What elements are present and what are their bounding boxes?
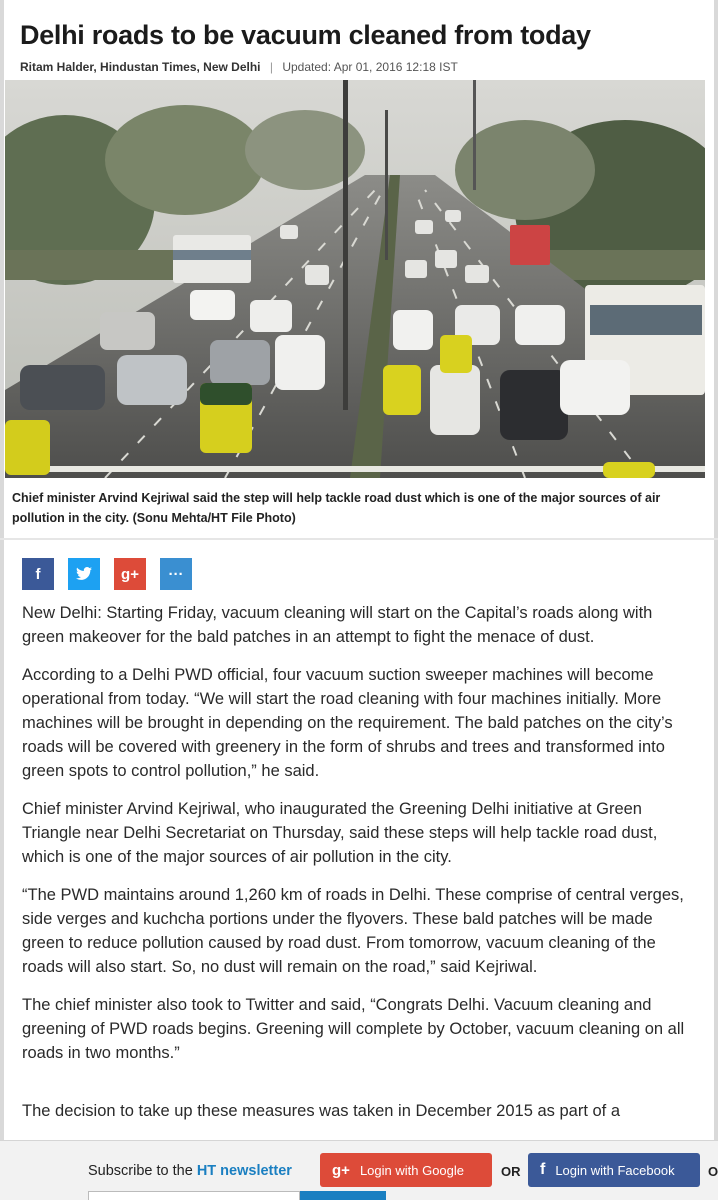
- or-separator-cut: O: [708, 1164, 718, 1179]
- login-google-button[interactable]: [320, 1153, 492, 1187]
- newsletter-brand: HT newsletter: [196, 1163, 292, 1179]
- login-facebook-button[interactable]: [528, 1153, 700, 1187]
- author[interactable]: Ritam Halder, Hindustan Times, New Delhi: [20, 60, 261, 74]
- facebook-icon: f: [35, 565, 41, 583]
- login-facebook-label: Login with Facebook: [555, 1162, 675, 1178]
- byline-separator: |: [269, 60, 273, 74]
- share-bar: [22, 558, 192, 590]
- article-body: [22, 601, 698, 1137]
- article-headline: Delhi roads to be vacuum cleaned from today: [20, 20, 591, 50]
- divider: [0, 538, 718, 540]
- more-icon: ···: [168, 565, 184, 583]
- subscribe-text: [88, 1163, 292, 1179]
- subscribe-button[interactable]: [300, 1191, 386, 1200]
- photo-caption: Chief minister Arvind Kejriwal said the step will help tackle road dust which is one of the major sources of air pollution in the city. (Sonu Mehta/HT File Photo): [12, 491, 661, 525]
- newsletter-subscribe-bar: [0, 1140, 718, 1200]
- email-input[interactable]: [88, 1191, 300, 1200]
- paragraph: According to a Delhi PWD official, four vacuum suction sweeper machines will become operational from today. “We will start the road cleaning with four machines initially. More machines will be brought in depending on the requirement. The bald patches on the city’s roads will be covered with greenery in the form of shrubs and trees and transformed into green spots to control pollution,” he said.: [22, 666, 673, 780]
- share-more-button[interactable]: [160, 558, 192, 590]
- share-google-plus-button[interactable]: [114, 558, 146, 590]
- paragraph: “The PWD maintains around 1,260 km of roads in Delhi. These comprise of central verges, side verges and kuchcha portions under the flyovers. These bald patches will be made green to reduce pollution caused by road dust. From tomorrow, vacuum cleaning of the roads will also start. So, no dust will remain on the road,” said Kejriwal.: [22, 886, 684, 976]
- paragraph: Chief minister Arvind Kejriwal, who inaugurated the Greening Delhi initiative at Green Triangle near Delhi Secretariat on Thursday, said these steps will help tackle road dust, which is one of the major sources of air pollution in the city.: [22, 800, 658, 866]
- twitter-icon: [76, 567, 92, 581]
- share-twitter-button[interactable]: [68, 558, 100, 590]
- traffic-photo-illustration: [5, 80, 705, 478]
- or-separator: OR: [501, 1164, 521, 1179]
- paragraph: New Delhi: Starting Friday, vacuum cleaning will start on the Capital’s roads along with green makeover for the bald patches in an attempt to fight the menace of dust.: [22, 604, 653, 646]
- facebook-icon: f: [540, 1161, 546, 1178]
- paragraph: The chief minister also took to Twitter and said, “Congrats Delhi. Vacuum cleaning and greening of PWD roads begins. Greening will complete by October, vacuum cleaning on all roads in two months.”: [22, 996, 685, 1062]
- paragraph: The decision to take up these measures was taken in December 2015 as part of a: [22, 1102, 621, 1120]
- article-photo: [5, 80, 705, 478]
- byline: [20, 60, 458, 74]
- google-plus-icon: g+: [332, 1161, 350, 1179]
- updated-timestamp: Updated: Apr 01, 2016 12:18 IST: [282, 60, 458, 74]
- share-facebook-button[interactable]: [22, 558, 54, 590]
- subscribe-prefix: Subscribe to the: [88, 1163, 193, 1179]
- google-plus-icon: g+: [121, 565, 139, 583]
- login-google-label: Login with Google: [359, 1162, 465, 1178]
